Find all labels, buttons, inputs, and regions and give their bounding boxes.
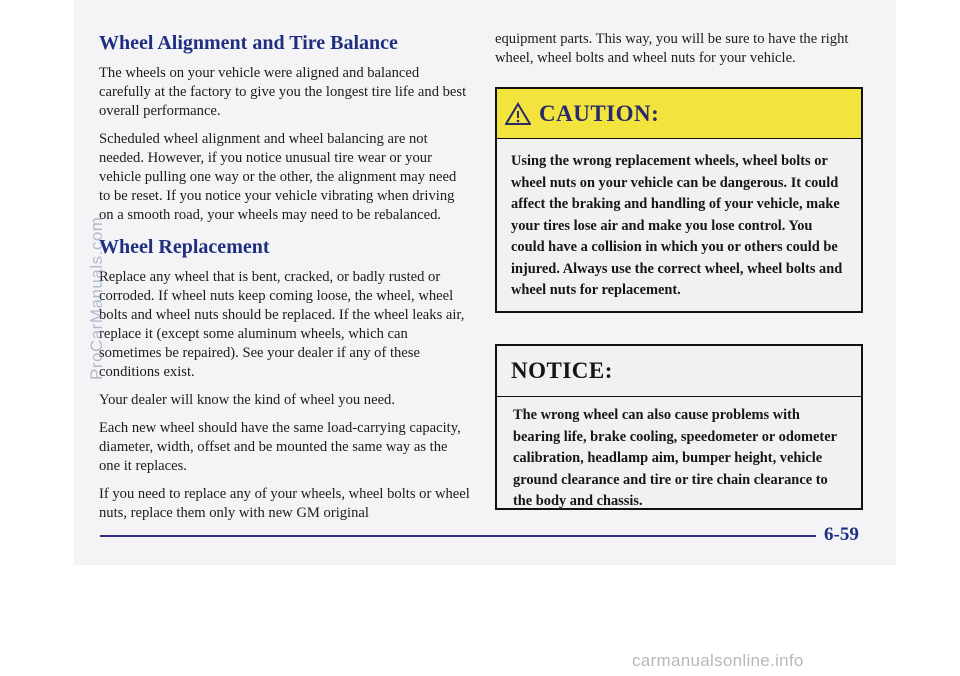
- footer-rule: [100, 535, 816, 537]
- notice-title: NOTICE:: [511, 358, 613, 383]
- warning-triangle-icon: [505, 102, 531, 126]
- left-column: [99, 30, 471, 532]
- heading-wheel-alignment: Wheel Alignment and Tire Balance: [99, 32, 398, 54]
- replacement-paragraph-3: Each new wheel should have the same load-carrying capacity, diameter, width, offset and be mounted the same way as the one it replaces.: [99, 420, 461, 474]
- caution-header: [497, 89, 861, 139]
- alignment-paragraph-1: The wheels on your vehicle were aligned and balanced carefully at the factory to give you the longest tire life and best overall performance.: [99, 65, 467, 119]
- caution-text: Using the wrong replacement wheels, wheel bolts or wheel nuts on your vehicle can be dangerous. It could affect the braking and handling of your vehicle, make your tires lose air and make you lose control. You could have a collision in which you or others could be injured. Always use the correct wheel, wheel bolts and wheel nuts for replacement.: [511, 153, 843, 298]
- notice-header: [497, 346, 861, 397]
- replacement-paragraph-2: Your dealer will know the kind of wheel you need.: [99, 392, 396, 408]
- continuation-paragraph: equipment parts. This way, you will be sure to have the right wheel, wheel bolts and wheel nuts for your vehicle.: [495, 31, 849, 66]
- heading-wheel-replacement: Wheel Replacement: [99, 236, 270, 258]
- caution-title: CAUTION:: [539, 100, 660, 126]
- notice-text: The wrong wheel can also cause problems with bearing life, brake cooling, speedometer or odometer calibration, headlamp aim, bumper height, vehicle ground clearance and tire or tire chain clearance to the body and chassis.: [513, 407, 837, 509]
- right-column: [495, 30, 867, 77]
- caution-box: [495, 87, 863, 313]
- caution-body: [497, 139, 861, 302]
- notice-box: [495, 344, 863, 510]
- notice-body: [497, 397, 861, 513]
- replacement-paragraph-1: Replace any wheel that is bent, cracked, or badly rusted or corroded. If wheel nuts keep coming loose, the wheel, wheel bolts and wheel nuts should be replaced. If the wheel leaks air, replace it (except some aluminum wheels, which can sometimes be repaired). See your dealer if any of these conditions exist.: [99, 269, 465, 380]
- alignment-paragraph-2: Scheduled wheel alignment and wheel balancing are not needed. However, if you notice unusual tire wear or your vehicle pulling one way or the other, the alignment may need to be reset. If you notice your vehicle vibrating when driving on a smooth road, your wheels may need to be rebalanced.: [99, 131, 457, 223]
- footer-site-label: carmanualsonline.info: [632, 651, 804, 670]
- page-number: 6-59: [824, 524, 859, 545]
- watermark: ProCarManuals.com: [87, 216, 106, 380]
- replacement-paragraph-4: If you need to replace any of your wheels, wheel bolts or wheel nuts, replace them only with new GM original: [99, 486, 470, 521]
